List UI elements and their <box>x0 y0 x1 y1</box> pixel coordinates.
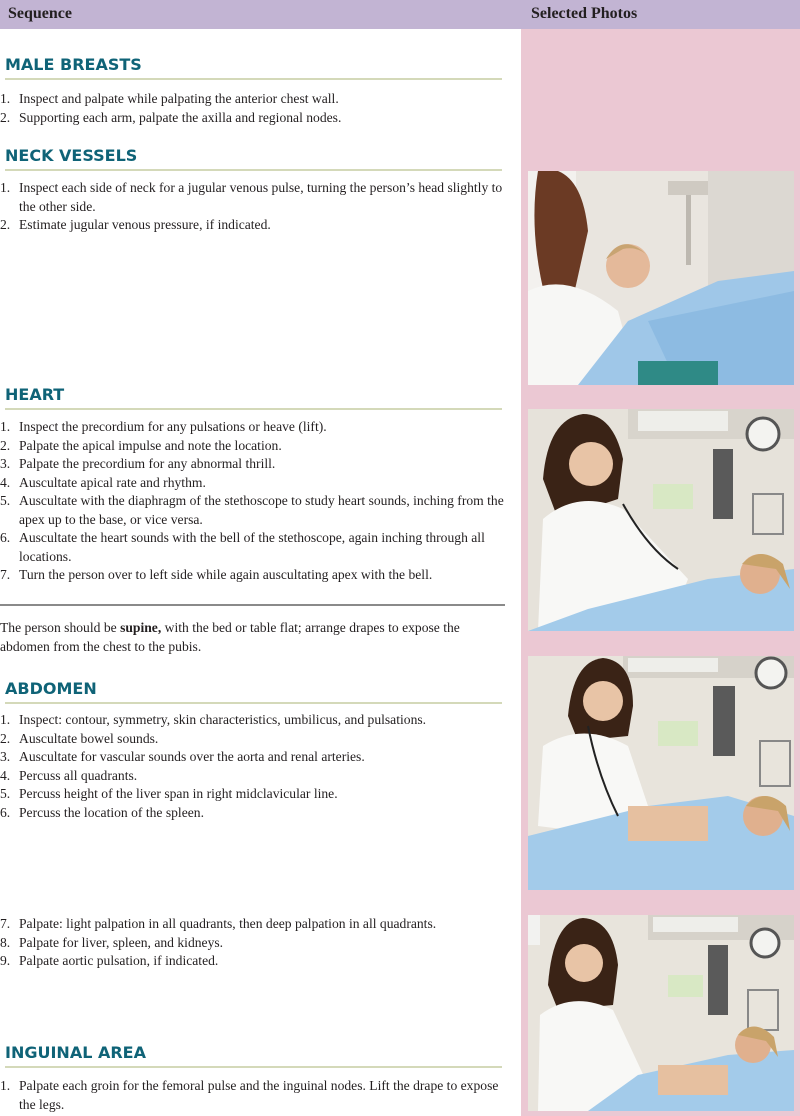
list-item-text: Palpate: light palpation in all quadrants, then deep palpation in all quadrants. <box>19 916 437 931</box>
list-item-number: 5. <box>0 493 11 508</box>
list-item <box>0 1077 505 1114</box>
list-item-number: 3. <box>0 456 11 471</box>
list-item <box>0 437 505 456</box>
list-item-text: Palpate the apical impulse and note the location. <box>19 437 282 453</box>
list-item-text: Palpate for liver, spleen, and kidneys. <box>19 934 224 950</box>
list-item <box>0 529 505 566</box>
list-item-text: Inspect and palpate while palpating the anterior chest wall. <box>19 91 339 106</box>
note-text-before: The person should be <box>0 620 121 635</box>
list-item-number: 7. <box>0 916 11 931</box>
photo-abdomen-auscultation <box>528 656 794 890</box>
list-item-number: 6. <box>0 804 11 820</box>
male-breasts-list <box>0 90 505 127</box>
list-item-number: 9. <box>0 953 11 968</box>
neck-vessels-list <box>0 179 505 235</box>
list-item <box>0 179 505 216</box>
sequence-column-header: Sequence <box>8 5 72 22</box>
photo-abdomen-palpation <box>528 915 794 1111</box>
photo-neck-vessels-exam <box>528 171 794 385</box>
photos-column-header: Selected Photos <box>531 5 638 22</box>
list-item-text: Percuss height of the liver span in right midclavicular line. <box>19 786 338 801</box>
list-item-text: Palpate aortic pulsation, if indicated. <box>19 953 219 968</box>
note-text-bold: supine, <box>120 620 162 635</box>
list-item-text: Auscultate the heart sounds with the bell of the stethoscope, again inching through all locations. <box>19 530 485 564</box>
list-item <box>0 455 505 474</box>
list-item <box>0 952 505 971</box>
section-title-heart: HEART <box>5 385 502 410</box>
list-item-number: 1. <box>0 180 11 195</box>
list-item <box>0 748 505 767</box>
list-item-text: Palpate the precordium for any abnormal thrill. <box>19 456 276 471</box>
abdomen-list <box>0 711 505 822</box>
list-item-number: 5. <box>0 786 11 801</box>
list-item-text: Turn the person over to left side while again auscultating apex with the bell. <box>19 567 433 582</box>
inguinal-area-list <box>0 1077 505 1114</box>
list-item <box>0 730 505 749</box>
list-item-text: Inspect the precordium for any pulsations or heave (lift). <box>19 419 327 434</box>
list-item-number: 3. <box>0 749 11 764</box>
list-item-number: 7. <box>0 567 11 582</box>
list-item-number: 4. <box>0 474 11 490</box>
note-text-after: with the bed or table flat; arrange drapes to expose the abdomen from the chest to the pubis. <box>0 620 460 654</box>
list-item <box>0 711 505 730</box>
list-item-number: 1. <box>0 91 11 106</box>
section-title-male-breasts: MALE BREASTS <box>5 55 502 80</box>
section-title-neck-vessels: NECK VESSELS <box>5 146 502 171</box>
list-item-number: 1. <box>0 712 11 727</box>
list-item-number: 2. <box>0 730 11 746</box>
list-item <box>0 418 505 437</box>
list-item-text: Supporting each arm, palpate the axilla and regional nodes. <box>19 109 342 125</box>
list-item-text: Auscultate bowel sounds. <box>19 730 159 746</box>
list-item <box>0 566 505 585</box>
list-item <box>0 216 505 235</box>
list-item-number: 8. <box>0 934 11 950</box>
list-item-text: Percuss all quadrants. <box>19 767 138 783</box>
list-item-text: Auscultate apical rate and rhythm. <box>19 474 206 490</box>
list-item-number: 1. <box>0 419 11 434</box>
list-item-text: Percuss the location of the spleen. <box>19 804 204 820</box>
list-item <box>0 90 505 109</box>
list-item <box>0 109 505 128</box>
heart-list <box>0 418 505 585</box>
abdomen-list-continued <box>0 915 505 971</box>
list-item-text: Inspect: contour, symmetry, skin characteristics, umbilicus, and pulsations. <box>19 712 427 727</box>
list-item-number: 2. <box>0 437 11 453</box>
list-item-text: Auscultate with the diaphragm of the stethoscope to study heart sounds, inching from the apex up to the base, or vice versa. <box>19 493 504 527</box>
list-item <box>0 934 505 953</box>
list-item-text: Auscultate for vascular sounds over the aorta and renal arteries. <box>19 749 365 764</box>
list-item-number: 6. <box>0 530 11 545</box>
section-title-inguinal-area: INGUINAL AREA <box>5 1043 502 1068</box>
section-title-abdomen: ABDOMEN <box>5 679 502 704</box>
list-item <box>0 474 505 493</box>
list-item <box>0 804 505 823</box>
list-item-number: 4. <box>0 767 11 783</box>
list-item-number: 1. <box>0 1078 11 1093</box>
table-header <box>0 0 800 29</box>
list-item-text: Estimate jugular venous pressure, if indicated. <box>19 217 271 232</box>
list-item <box>0 785 505 804</box>
list-item-text: Inspect each side of neck for a jugular venous pulse, turning the person’s head slightly to the other side. <box>19 180 503 214</box>
positioning-note <box>0 604 505 656</box>
list-item <box>0 767 505 786</box>
list-item-number: 2. <box>0 109 11 125</box>
list-item-number: 2. <box>0 217 11 232</box>
list-item-text: Palpate each groin for the femoral pulse and the inguinal nodes. Lift the drape to expose the legs. <box>19 1078 499 1112</box>
list-item <box>0 492 505 529</box>
photo-heart-auscultation <box>528 409 794 631</box>
list-item <box>0 915 505 934</box>
